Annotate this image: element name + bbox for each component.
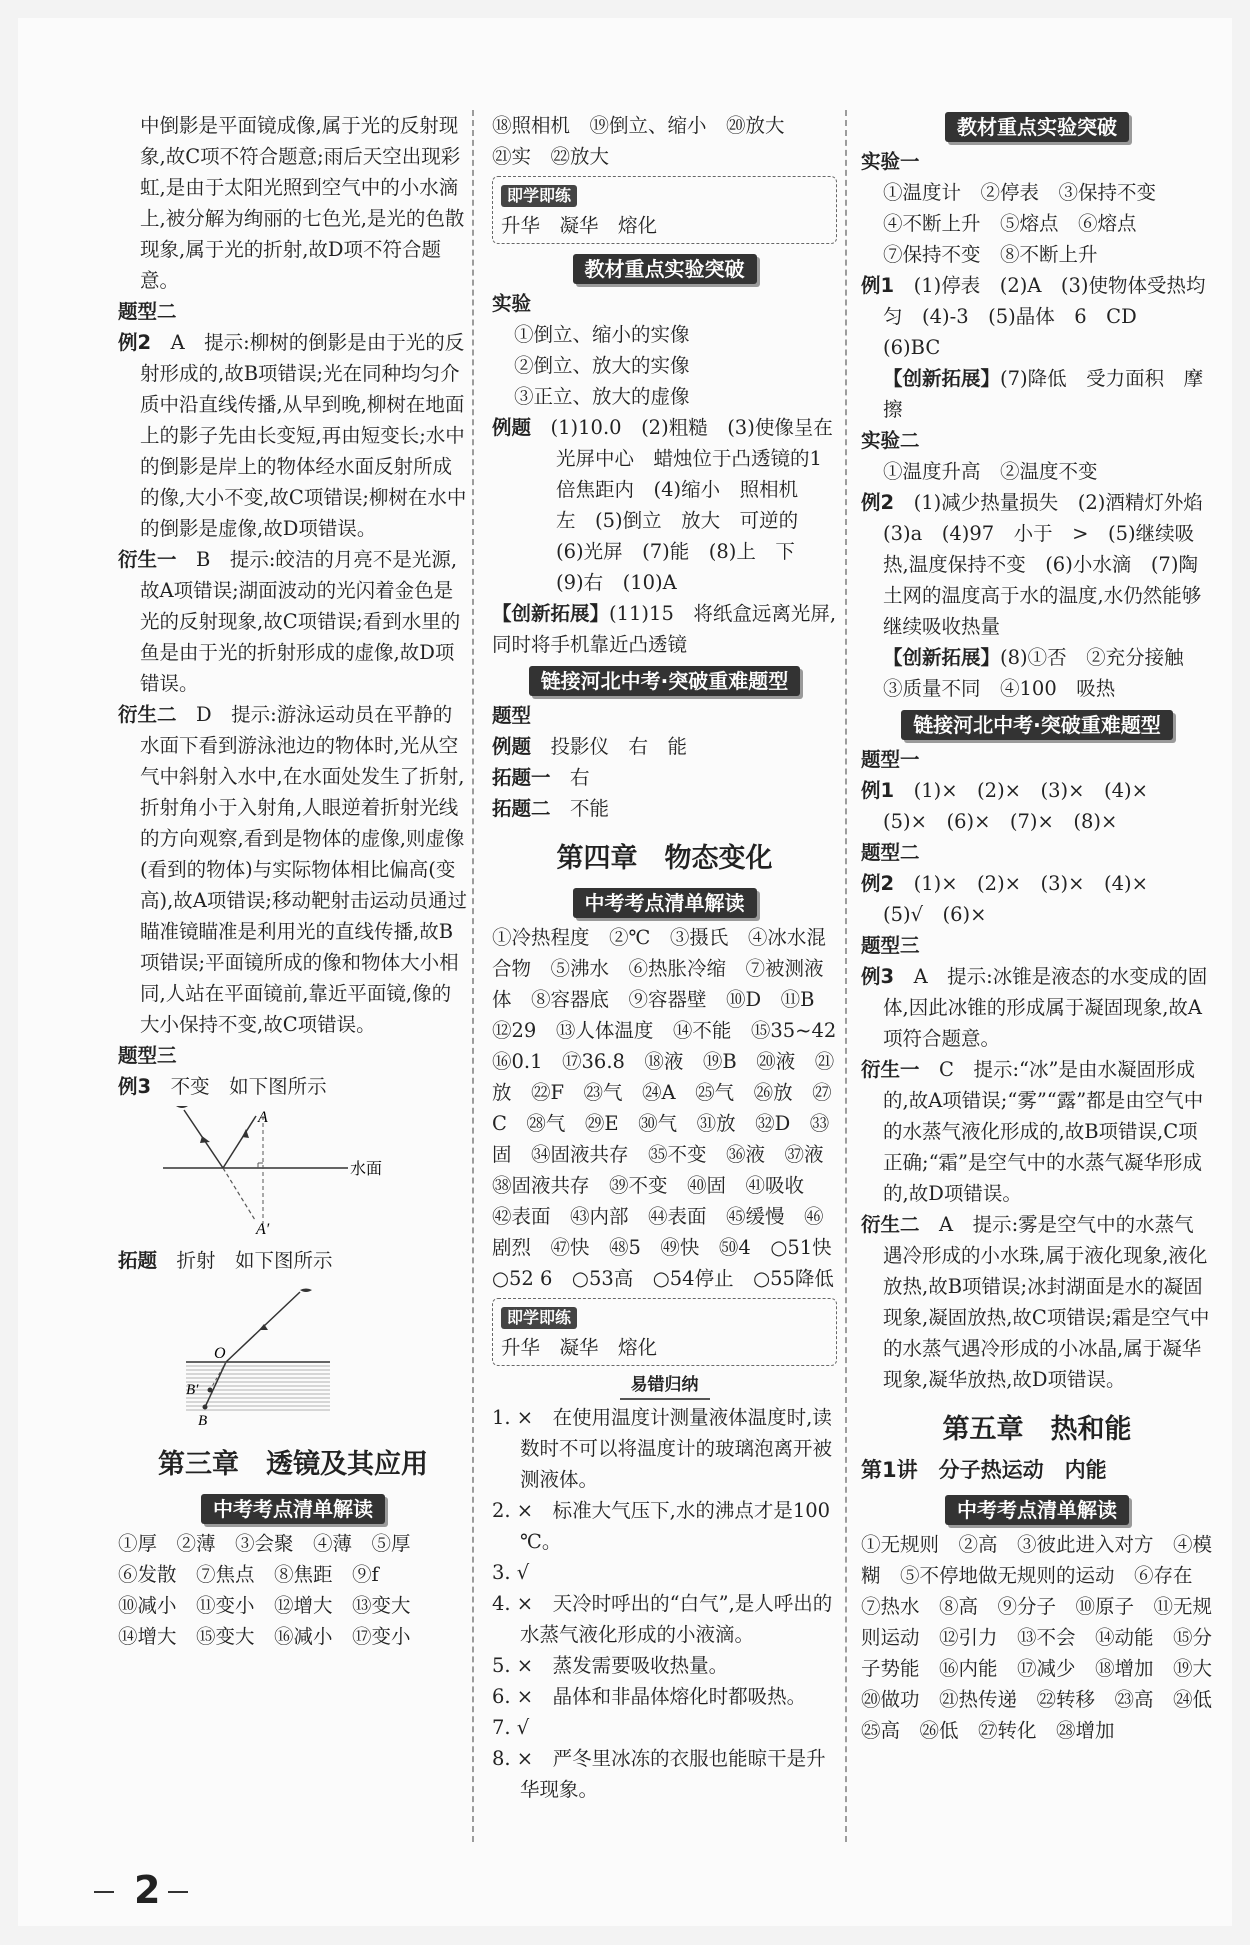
derived-text: A 提示:雾是空气中的水蒸气遇冷形成的小水珠,属于液化现象,液化放热,故B项错误;冰封湖面是水的凝固现象,凝固放热,故C项错误;霜是空气中的水蒸气遇冷形成的小冰晶,属于凝华现象,凝华放热,故D项错误。: [883, 1213, 1210, 1391]
extension-label: 拓题一: [492, 766, 551, 789]
experiment-item: ②倒立、放大的实像: [514, 354, 690, 377]
example-answer: [118, 1071, 468, 1102]
chapter-title: 第五章 热和能: [942, 1414, 1132, 1445]
innovation-label: 【创新拓展】: [492, 602, 610, 625]
experiment-item: ①倒立、缩小的实像: [514, 323, 690, 346]
derived-label: 衍生一: [118, 548, 177, 571]
experiment-item: ⑦保持不变 ⑧不断上升: [883, 243, 1098, 266]
point-o-label: O: [214, 1345, 226, 1362]
reflection-diagram: [118, 1106, 418, 1241]
answer-line: ⑥发散 ⑦焦点 ⑧焦距 ⑨f: [118, 1563, 379, 1586]
example-answer: [492, 412, 837, 598]
answer-block: ①无规则 ②高 ③彼此进入对方 ④模糊 ⑤不停地做无规则的运动 ⑥存在 ⑦热水 ⑧高 ⑨分子 ⑩原子 ⑪无规则运动 ⑫引力 ⑬不会 ⑭动能 ⑮分子势能 ⑯内能 ⑰减少 ⑱增加 ⑲大 ⑳做功 ㉑热传递 ㉒转移 ㉓高 ㉔低 ㉕高 ㉖低 ㉗转化 ㉘增加: [861, 1533, 1232, 1742]
error-item: 3. √: [492, 1561, 530, 1584]
example-text: A 提示:冰锥是液态的水变成的固体,因此冰锥的形成属于凝固现象,故A项符合题意。: [883, 965, 1208, 1050]
question-type-heading: 题型: [492, 704, 532, 727]
example-answer: [861, 868, 1213, 899]
point-b-label: B: [198, 1413, 208, 1429]
example-text: A 提示:柳树的倒影是由于光的反射形成的,故B项错误;光在同种均匀介质中沿直线传播,从早到晚,柳树在地面上的影子先由长变短,再由短变长;水中的倒影是岸上的物体经水面反射所成的像,大小不变,故C项错误;柳树在水中的倒影是虚像,故D项错误。: [140, 331, 467, 540]
extension-text: 折射 如下图所示: [176, 1249, 333, 1272]
question-type-heading: 题型二: [118, 300, 177, 323]
example-text: (1)停表 (2)A (3)使物体受热均匀 (4)-3 (5)晶体 6 CD (6)BC: [883, 274, 1206, 359]
example-text: (1)10.0 (2)粗糙 (3)使像呈在光屏中心 蜡烛位于凸透镜的1倍焦距内 (4)缩小 照相机 左 (5)倒立 放大 可逆的 (6)光屏 (7)能 (8)上 下 (9)右 (10)A: [550, 416, 833, 594]
innovation-label: 【创新拓展】: [883, 646, 1001, 669]
example-label: 例3: [861, 965, 895, 988]
derived-answer: [118, 544, 468, 699]
example-answer: [861, 270, 1213, 363]
error-item: 7. √: [492, 1716, 530, 1739]
error-summary-heading: 易错归纳: [620, 1372, 710, 1400]
page-number: 2: [134, 1868, 161, 1912]
derived-answer: [861, 1054, 1213, 1209]
extension-label: 拓题二: [492, 797, 551, 820]
practice-box: [492, 176, 837, 244]
derived-answer: [861, 1209, 1213, 1395]
practice-tag: 即学即练: [501, 1307, 577, 1329]
extension-label: 拓题: [118, 1249, 158, 1272]
answer-line: ⑱照相机 ⑲倒立、缩小 ⑳放大: [492, 114, 785, 137]
answer-page: [18, 18, 1232, 1926]
error-item: 8. × 严冬里冰冻的衣服也能晾干是升华现象。: [492, 1747, 826, 1801]
derived-answer: [118, 699, 468, 1040]
lecture-title: 第1讲 分子热运动 内能: [861, 1458, 1107, 1482]
derived-text: B 提示:皎洁的月亮不是光源,故A项错误;湖面波动的光闪着金色是光的反射现象,故C项错误;看到水里的鱼是由于光的折射形成的虚像,故D项错误。: [140, 548, 461, 695]
answer-line: ⑭增大 ⑮变大 ⑯减小 ⑰变小: [118, 1625, 411, 1648]
example-answer: [118, 327, 468, 544]
example-text-line: (5)√ (6)×: [883, 903, 987, 926]
innovation-label: 【创新拓展】: [883, 367, 1001, 390]
experiment-heading: 实验二: [861, 429, 920, 452]
experiment-item: ③正立、放大的虚像: [514, 385, 690, 408]
innovation-text: (11)15 将纸盒远离光屏,同时将手机靠近凸透镜: [492, 602, 837, 656]
question-type-heading: 题型三: [861, 934, 920, 957]
point-b-image-label: B′: [186, 1382, 199, 1398]
example-text: (1)× (2)× (3)× (4)×: [913, 872, 1148, 895]
extension-text: 右: [570, 766, 590, 789]
experiment-item: ①温度升高 ②温度不变: [883, 460, 1098, 483]
section-banner: 中考考点清单解读: [573, 888, 757, 918]
example-text: (1)× (2)× (3)× (4)×: [913, 779, 1148, 802]
practice-text: 升华 凝华 熔化: [501, 1336, 658, 1359]
example-label: 例2: [861, 491, 895, 514]
section-banner: 中考考点清单解读: [945, 1495, 1129, 1525]
innovation-text: (7)降低 受力面积 摩擦: [883, 367, 1204, 421]
example-answer: [861, 775, 1213, 806]
innovation-answer: [492, 598, 837, 660]
error-item: 6. × 晶体和非晶体熔化时都吸热。: [492, 1685, 807, 1708]
extension-answer: [118, 1245, 468, 1276]
practice-box: [492, 1298, 837, 1366]
point-a-image-label: A′: [256, 1221, 270, 1238]
section-banner: 教材重点实验突破: [945, 112, 1129, 142]
derived-text: D 提示:游泳运动员在平静的水面下看到游泳池边的物体时,光从空气中斜射入水中,在水面处发生了折射,折射角小于入射角,人眼逆着折射光线的方向观察,看到是物体的虚像,则虚像(看到的物体)与实际物体相比偏高(变高),故A项错误;移动靶射击运动员通过瞄准镜瞄准是利用光的直线传播,故B项错误;平面镜所成的像和物体大小相同,人站在平面镜前,靠近平面镜,像的大小保持不变,故C项错误。: [140, 703, 467, 1036]
page-number-rule: [94, 1891, 114, 1893]
chapter-title: 第四章 物态变化: [556, 843, 773, 874]
page-number-rule: [168, 1891, 188, 1893]
answer-line: ①厚 ②薄 ③会聚 ④薄 ⑤厚: [118, 1532, 411, 1555]
derived-label: 衍生二: [861, 1213, 920, 1236]
example-answer: [861, 487, 1223, 642]
column-divider: [845, 110, 847, 1842]
example-text: 投影仪 右 能: [550, 735, 688, 758]
column-2: [492, 110, 856, 1805]
question-type-heading: 题型三: [118, 1044, 177, 1067]
extension-answer: [492, 793, 837, 824]
section-banner: 链接河北中考·突破重难题型: [529, 666, 801, 696]
error-item: 1. × 在使用温度计测量液体温度时,读数时不可以将温度计的玻璃泡离开被测液体。: [492, 1406, 833, 1491]
practice-tag: 即学即练: [501, 185, 577, 207]
experiment-item: ①温度计 ②停表 ③保持不变: [883, 181, 1157, 204]
example-label: 例2: [861, 872, 895, 895]
example-text: (1)减少热量损失 (2)酒精灯外焰 (3)a (4)97 小于 > (5)继续吸热,温度保持不变 (6)小水滴 (7)陶土网的温度高于水的温度,水仍然能够继续吸收热量: [883, 491, 1223, 638]
experiment-item: ④不断上升 ⑤熔点 ⑥熔点: [883, 212, 1137, 235]
example-label: 例题: [492, 416, 532, 439]
chapter-title: 第三章 透镜及其应用: [158, 1449, 428, 1480]
answer-line: ㉑实 ㉒放大: [492, 145, 610, 168]
example-label: 例2: [118, 331, 152, 354]
question-type-heading: 题型一: [861, 748, 920, 771]
answer-line: ⑩减小 ⑪变小 ⑫增大 ⑬变大: [118, 1594, 411, 1617]
paragraph: 中倒影是平面镜成像,属于光的反射现象,故C项不符合题意;雨后天空出现彩虹,是由于太阳光照到空气中的小水滴上,被分解为绚丽的七色光,是光的色散现象,属于光的折射,故D项不符合题意。: [140, 114, 465, 292]
refraction-diagram: [118, 1280, 418, 1430]
error-item: 2. × 标准大气压下,水的沸点才是100 ℃。: [492, 1499, 831, 1553]
example-text-line: (5)× (6)× (7)× (8)×: [883, 810, 1118, 833]
example-answer: [492, 731, 837, 762]
derived-label: 衍生一: [861, 1058, 920, 1081]
example-answer: [861, 961, 1213, 1054]
example-label: 例1: [861, 779, 895, 802]
column-divider: [472, 110, 474, 1842]
example-label: 例1: [861, 274, 895, 297]
practice-text: 升华 凝华 熔化: [501, 214, 658, 237]
extension-answer: [492, 762, 837, 793]
water-surface-label: 水面: [350, 1159, 383, 1178]
innovation-answer: [861, 642, 1213, 704]
error-item: 5. × 蒸发需要吸收热量。: [492, 1654, 729, 1677]
question-type-heading: 题型二: [861, 841, 920, 864]
column-3: [861, 110, 1232, 1746]
column-1: [118, 110, 468, 1652]
example-label: 例题: [492, 735, 532, 758]
experiment-heading: 实验: [492, 292, 532, 315]
innovation-answer: [861, 363, 1213, 425]
section-banner: 链接河北中考·突破重难题型: [901, 710, 1173, 740]
error-item: 4. × 天冷时呼出的“白气”,是人呼出的水蒸气液化形成的小液滴。: [492, 1592, 833, 1646]
experiment-heading: 实验一: [861, 150, 920, 173]
example-text: 不变 如下图所示: [170, 1075, 327, 1098]
derived-text: C 提示:“冰”是由水凝固形成的,故A项错误;“雾”“露”都是由空气中的水蒸气液化形成的,故B项错误,C项正确;“霜”是空气中的水蒸气凝华形成的,故D项错误。: [883, 1058, 1204, 1205]
section-banner: 中考考点清单解读: [201, 1494, 385, 1524]
innovation-text: (8)①否 ②充分接触 ③质量不同 ④100 吸热: [883, 646, 1204, 700]
point-a-label: A: [258, 1109, 268, 1126]
example-label: 例3: [118, 1075, 152, 1098]
answer-block: ①冷热程度 ②℃ ③摄氏 ④冰水混合物 ⑤沸水 ⑥热胀冷缩 ⑦被测液体 ⑧容器底 ⑨容器壁 ⑩D ⑪B ⑫29 ⑬人体温度 ⑭不能 ⑮35~42 ⑯0.1 ⑰36.8 ⑱液 ⑲B ⑳液 ㉑放 ㉒F ㉓气 ㉔A ㉕气 ㉖放 ㉗C ㉘气 ㉙E ㉚气 ㉛放 ㉜D ㉝固 ㉞固液共存 ㉟不变 ㊱液 ㊲液 ㊳固液共存 ㊴不变 ㊵固 ㊶吸收 ㊷表面 ㊸内部 ㊹表面 ㊺缓慢 ㊻剧烈 ㊼快 ㊽5 ㊾快 ㊿4 ○51快 ○52 6 ○53高 ○54停止 ○55降低: [492, 926, 856, 1290]
derived-label: 衍生二: [118, 703, 177, 726]
extension-text: 不能: [570, 797, 610, 820]
section-banner: 教材重点实验突破: [573, 254, 757, 284]
